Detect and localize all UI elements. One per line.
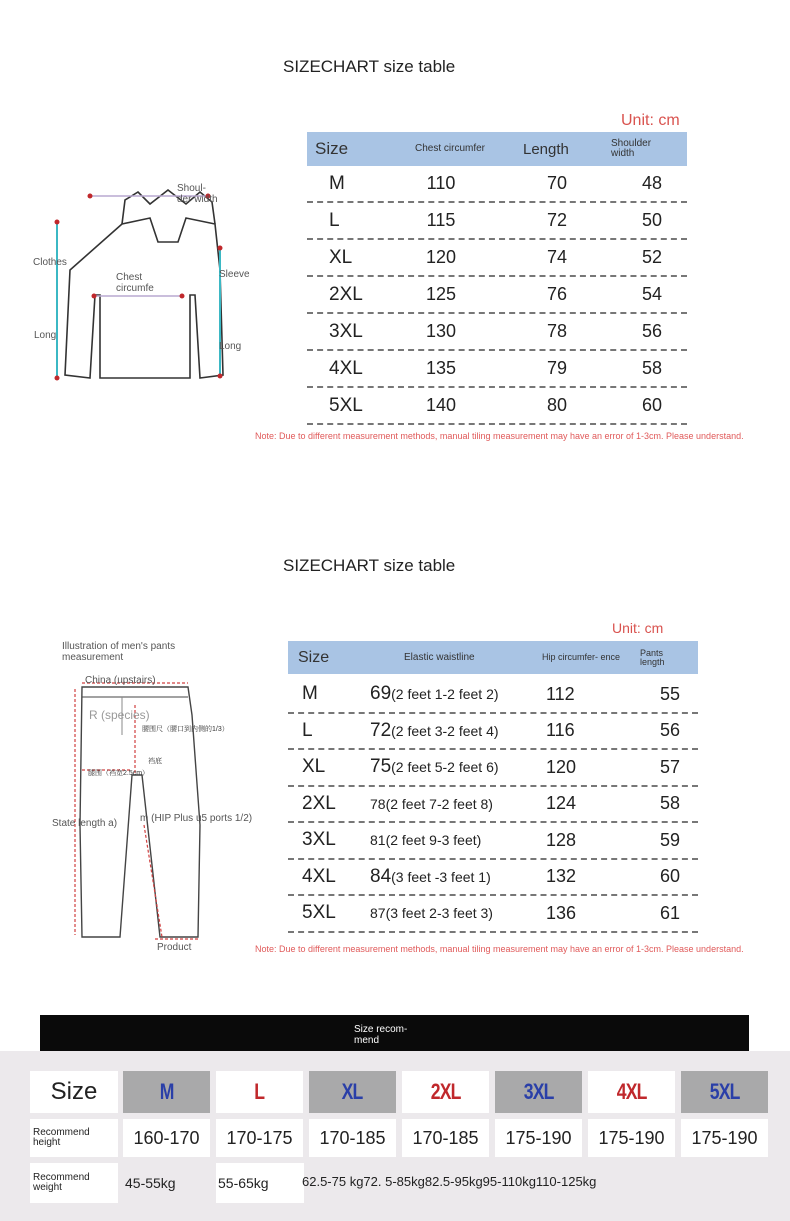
row-hip: 120 <box>546 756 577 777</box>
recommend-size-row <box>30 1071 775 1113</box>
row-hip: 116 <box>546 720 575 741</box>
row-size: L <box>302 719 313 741</box>
size-cell-l <box>216 1071 303 1113</box>
row-chest: 135 <box>425 358 457 378</box>
size-cell-label: 5XL <box>709 1079 740 1104</box>
pants-header-length: Pants length <box>640 647 665 667</box>
table-header <box>307 132 687 166</box>
recommend-weight-row <box>30 1163 775 1203</box>
height-cell: 175-190 <box>681 1119 768 1157</box>
row-hip: 136 <box>546 902 577 923</box>
row-length: 59 <box>659 829 680 850</box>
jacket-title: SIZECHART size table <box>283 57 456 76</box>
row-length: 58 <box>659 793 680 814</box>
row-size: XL <box>329 246 353 268</box>
jacket-size-table <box>307 132 687 425</box>
pants-header-hip: Hip circumfer- ence <box>542 652 621 662</box>
table-row <box>307 166 687 203</box>
row-waist-text: 78(2 feet 7-2 feet 8) <box>370 795 493 812</box>
row-size: 2XL <box>329 283 363 305</box>
shoulder-label: Shoul- der width <box>177 183 218 205</box>
row-length: 74 <box>546 247 568 267</box>
state-length-label: State length a) <box>52 818 118 829</box>
product-label: Product <box>157 942 192 953</box>
size-cell-label: 4XL <box>616 1079 647 1104</box>
row-waist <box>370 902 546 924</box>
pants-table-header <box>288 641 698 674</box>
pants-note: Note: Due to different measurement methods, manual tiling measurement may have an error of 1-3cm. Please understand. <box>255 944 744 954</box>
height-cell: 175-190 <box>495 1119 582 1157</box>
size-cell-label: 3XL <box>523 1079 554 1104</box>
row-waist-num: 84 <box>370 865 392 887</box>
row-size: XL <box>302 756 326 778</box>
height-cell: 170-185 <box>309 1119 396 1157</box>
pants-size-table <box>288 641 698 674</box>
row-shoulder: 60 <box>641 395 663 415</box>
table-row <box>288 750 698 787</box>
recommend-height-row <box>30 1119 775 1157</box>
hip-label: m (HIP Plus u5 ports 1/2) <box>140 813 253 824</box>
row-chest: 125 <box>425 284 457 304</box>
row-waist-num: 72 <box>370 719 392 741</box>
row-length: 80 <box>546 395 568 415</box>
pants-header-waist: Elastic waistline <box>404 652 475 663</box>
row-size: 3XL <box>302 829 336 851</box>
chest-label: Chest circumfe <box>116 272 154 294</box>
row-length: 55 <box>659 683 680 704</box>
size-cell-label: L <box>254 1079 265 1104</box>
row-shoulder: 50 <box>641 210 663 230</box>
row-length: 76 <box>546 284 568 304</box>
row-length: 56 <box>659 720 680 741</box>
pants-unit: Unit: cm <box>612 620 664 636</box>
table-row <box>288 677 698 714</box>
size-cell-label: M <box>159 1079 174 1104</box>
size-label: Size <box>30 1071 118 1113</box>
table-row <box>288 714 698 751</box>
table-row <box>307 388 687 425</box>
row-waist-num: 75 <box>370 756 392 778</box>
size-cell-xl <box>309 1071 396 1113</box>
row-size: 4XL <box>302 865 336 887</box>
crotch-cn-label: 裆底 <box>148 758 162 765</box>
row-waist <box>370 793 546 815</box>
long-left-label: Long <box>34 330 57 341</box>
row-waist <box>370 829 546 851</box>
row-waist-num: 69 <box>370 683 392 705</box>
pants-diagram-heading: Illustration of men's pants measurement <box>62 641 176 663</box>
pants-header-size: Size <box>298 648 330 666</box>
table-row <box>307 277 687 314</box>
row-waist-text: (2 feet 3-2 feet 4) <box>391 722 499 739</box>
height-label: Recommend height <box>30 1119 118 1157</box>
row-size: 5XL <box>329 394 363 416</box>
table-row <box>288 787 698 824</box>
row-size: 2XL <box>302 792 336 814</box>
row-waist-text: (2 feet 1-2 feet 2) <box>391 686 499 703</box>
row-shoulder: 54 <box>641 284 663 304</box>
row-size: 3XL <box>329 320 363 342</box>
row-hip: 132 <box>546 866 577 887</box>
row-size: L <box>329 209 340 231</box>
table-row <box>307 203 687 240</box>
row-waist <box>370 683 546 705</box>
row-length: 60 <box>659 866 680 887</box>
row-chest: 120 <box>425 247 457 267</box>
table-row <box>288 823 698 860</box>
pants-rows <box>288 677 698 933</box>
table-row <box>307 351 687 388</box>
row-chest: 115 <box>426 210 456 230</box>
header-size: Size <box>315 139 349 158</box>
jacket-note: Note: Due to different measurement methods, manual tiling measurement may have an error of 1-3cm. Please understand. <box>255 431 744 441</box>
row-chest: 130 <box>425 321 457 341</box>
size-cell-m <box>123 1071 210 1113</box>
size-cell-label: 2XL <box>430 1079 461 1104</box>
table-row <box>307 314 687 351</box>
recommend-title-bar <box>40 1015 749 1051</box>
table-row <box>307 240 687 277</box>
height-cell: 175-190 <box>588 1119 675 1157</box>
header-chest: Chest circumfer <box>415 143 486 154</box>
species-label: R (species) <box>89 708 150 722</box>
row-chest: 140 <box>425 395 457 415</box>
row-size: M <box>329 172 345 194</box>
height-cell: 170-185 <box>402 1119 489 1157</box>
header-length: Length <box>523 140 569 158</box>
recommend-title: Size recom- mend <box>354 1024 408 1046</box>
height-cell: 170-175 <box>216 1119 303 1157</box>
size-cell-label: XL <box>342 1079 363 1104</box>
row-length: 72 <box>546 210 568 230</box>
long-right-label: Long <box>219 341 242 352</box>
row-length: 61 <box>659 902 680 923</box>
weight-second: 55-65kg <box>216 1163 304 1203</box>
row-waist <box>370 866 546 888</box>
pants-title: SIZECHART size table <box>283 556 456 575</box>
row-waist-text: (3 feet -3 feet 1) <box>391 868 491 885</box>
clothes-label: Clothes <box>33 257 67 268</box>
row-hip: 112 <box>546 683 575 704</box>
row-length: 78 <box>546 321 568 341</box>
row-waist <box>370 720 546 742</box>
row-waist-text: 87(3 feet 2-3 feet 3) <box>370 905 493 922</box>
row-shoulder: 56 <box>641 321 663 341</box>
jacket-rows <box>307 166 687 425</box>
weight-first: 45-55kg <box>125 1175 176 1191</box>
size-cell-2xl <box>402 1071 489 1113</box>
row-size: 4XL <box>329 357 363 379</box>
row-hip: 124 <box>546 793 577 814</box>
sleeve-label: Sleeve <box>219 269 250 280</box>
row-waist <box>370 756 546 778</box>
height-cell: 160-170 <box>123 1119 210 1157</box>
weight-label: Recommend weight <box>30 1163 118 1203</box>
row-chest: 110 <box>426 173 456 193</box>
row-shoulder: 48 <box>641 173 663 193</box>
table-row <box>288 896 698 933</box>
row-hip: 128 <box>546 829 577 850</box>
table-row <box>288 860 698 897</box>
row-size: 5XL <box>302 902 336 924</box>
row-length: 70 <box>546 173 568 193</box>
thigh-cn-label: 腿围（裆宽2.5cm） <box>88 770 150 777</box>
row-waist-text: 81(2 feet 9-3 feet) <box>370 832 482 849</box>
row-shoulder: 52 <box>641 247 663 267</box>
size-cell-3xl <box>495 1071 582 1113</box>
row-length: 79 <box>546 358 568 378</box>
row-waist-text: (2 feet 5-2 feet 6) <box>391 759 499 776</box>
weight-rest: 62.5-75 kg72. 5-85kg82.5-95kg95-110kg110-125kg <box>302 1174 597 1189</box>
header-shoulder: Shoulder width <box>611 138 652 159</box>
jacket-unit: Unit: cm <box>621 112 680 129</box>
china-label: China (upstairs) <box>85 675 156 686</box>
waist-cn-label: 腰围尺（腰口到内侧的1/3） <box>142 726 229 733</box>
row-size: M <box>302 683 318 705</box>
row-length: 57 <box>659 756 680 777</box>
size-cell-4xl <box>588 1071 675 1113</box>
size-cell-5xl <box>681 1071 768 1113</box>
row-shoulder: 58 <box>641 358 663 378</box>
